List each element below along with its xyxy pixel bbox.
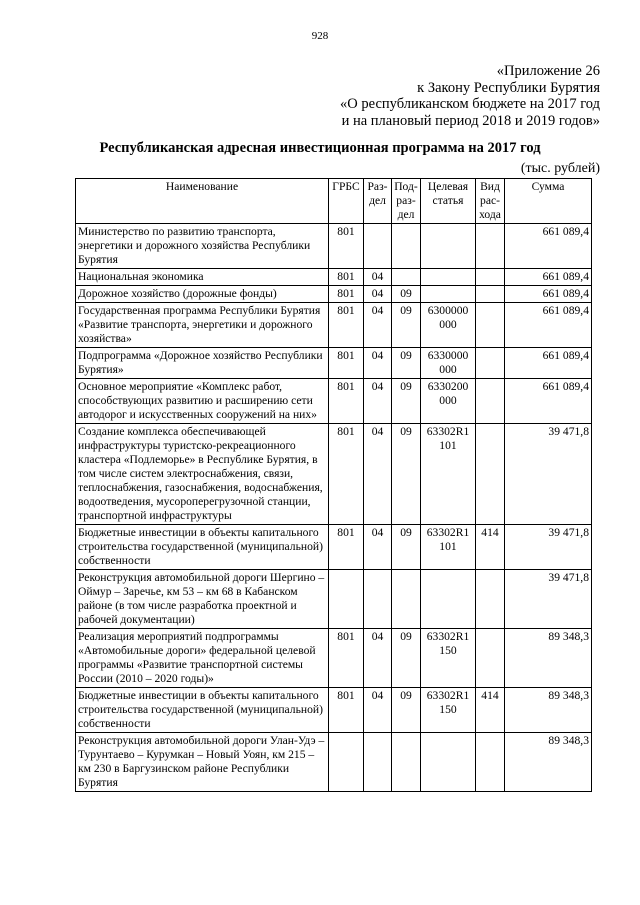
cell-celevaya bbox=[421, 269, 476, 286]
cell-podrazdel: 09 bbox=[392, 629, 421, 688]
cell-grbs: 801 bbox=[329, 224, 364, 269]
cell-vid bbox=[476, 379, 505, 424]
investment-table bbox=[75, 178, 592, 792]
cell-razdel bbox=[364, 733, 392, 792]
units-label: (тыс. рублей) bbox=[520, 161, 600, 176]
table-row bbox=[76, 424, 592, 525]
cell-vid bbox=[476, 286, 505, 303]
cell-summa: 661 089,4 bbox=[505, 286, 592, 303]
cell-podrazdel: 09 bbox=[392, 348, 421, 379]
column-header-name: Наименование bbox=[76, 179, 329, 224]
cell-summa: 661 089,4 bbox=[505, 224, 592, 269]
table-header-row bbox=[76, 179, 592, 224]
cell-name: Бюджетные инвестиции в объекты капитального строительства государственной (муниципальной) собственности bbox=[76, 688, 329, 733]
cell-grbs: 801 bbox=[329, 379, 364, 424]
cell-vid bbox=[476, 570, 505, 629]
table-row bbox=[76, 269, 592, 286]
appendix-line: «Приложение 26 bbox=[496, 63, 600, 79]
cell-vid bbox=[476, 733, 505, 792]
cell-vid bbox=[476, 348, 505, 379]
cell-celevaya bbox=[421, 224, 476, 269]
table-body bbox=[76, 224, 592, 792]
cell-summa: 89 348,3 bbox=[505, 688, 592, 733]
cell-celevaya: 6300000 000 bbox=[421, 303, 476, 348]
cell-celevaya: 63302R1 101 bbox=[421, 525, 476, 570]
cell-grbs bbox=[329, 733, 364, 792]
cell-name: Реконструкция автомобильной дороги Шергино – Оймур – Заречье, км 53 – км 68 в Кабанском районе (в том числе разработка проектной и рабочей документации) bbox=[76, 570, 329, 629]
cell-grbs: 801 bbox=[329, 424, 364, 525]
table-row bbox=[76, 525, 592, 570]
table-row bbox=[76, 688, 592, 733]
cell-name: Дорожное хозяйство (дорожные фонды) bbox=[76, 286, 329, 303]
cell-name: Подпрограмма «Дорожное хозяйство Республики Бурятия» bbox=[76, 348, 329, 379]
cell-grbs: 801 bbox=[329, 348, 364, 379]
cell-name: Государственная программа Республики Бурятия «Развитие транспорта, энергетики и дорожного хозяйства» bbox=[76, 303, 329, 348]
table-row bbox=[76, 224, 592, 269]
cell-grbs: 801 bbox=[329, 525, 364, 570]
appendix-line: к Закону Республики Бурятия bbox=[417, 79, 600, 96]
cell-grbs: 801 bbox=[329, 629, 364, 688]
cell-razdel: 04 bbox=[364, 269, 392, 286]
cell-summa: 661 089,4 bbox=[505, 269, 592, 286]
cell-podrazdel: 09 bbox=[392, 525, 421, 570]
document-title: Республиканская адресная инвестиционная программа на 2017 год bbox=[99, 140, 541, 156]
table-row bbox=[76, 570, 592, 629]
cell-grbs: 801 bbox=[329, 303, 364, 348]
cell-podrazdel bbox=[392, 224, 421, 269]
cell-podrazdel: 09 bbox=[392, 379, 421, 424]
cell-celevaya bbox=[421, 733, 476, 792]
cell-name: Создание комплекса обеспечивающей инфраструктуры туристско-рекреационного кластера «Подлеморье» в Республике Бурятия, в том числе систем электроснабжения, связи, теплоснабжения, газоснабжения, водоснабжения, водоотведения, мусороперегрузочной станции, транспортной инфраструктуры bbox=[76, 424, 329, 525]
cell-summa: 39 471,8 bbox=[505, 570, 592, 629]
cell-podrazdel bbox=[392, 570, 421, 629]
cell-podrazdel: 09 bbox=[392, 286, 421, 303]
cell-summa: 39 471,8 bbox=[505, 525, 592, 570]
cell-podrazdel: 09 bbox=[392, 424, 421, 525]
cell-grbs: 801 bbox=[329, 269, 364, 286]
column-header-celevaya: Целевая статья bbox=[421, 179, 476, 224]
page-number: 928 bbox=[311, 30, 329, 42]
cell-grbs: 801 bbox=[329, 688, 364, 733]
cell-celevaya: 6330200 000 bbox=[421, 379, 476, 424]
cell-razdel: 04 bbox=[364, 379, 392, 424]
table-row bbox=[76, 348, 592, 379]
cell-razdel: 04 bbox=[364, 688, 392, 733]
cell-podrazdel bbox=[392, 269, 421, 286]
appendix-line: и на плановый период 2018 и 2019 годов» bbox=[341, 112, 600, 129]
cell-celevaya: 63302R1 101 bbox=[421, 424, 476, 525]
cell-vid: 414 bbox=[476, 525, 505, 570]
column-header-vid: Вид рас- хода bbox=[476, 179, 505, 224]
cell-grbs: 801 bbox=[329, 286, 364, 303]
cell-celevaya: 63302R1 150 bbox=[421, 629, 476, 688]
table-row bbox=[76, 733, 592, 792]
cell-razdel: 04 bbox=[364, 303, 392, 348]
cell-razdel bbox=[364, 224, 392, 269]
cell-celevaya bbox=[421, 570, 476, 629]
cell-summa: 89 348,3 bbox=[505, 629, 592, 688]
cell-razdel bbox=[364, 570, 392, 629]
cell-podrazdel bbox=[392, 733, 421, 792]
cell-name: Реализация мероприятий подпрограммы «Автомобильные дороги» федеральной целевой программы «Развитие транспортной системы России (2010 – 2020 годы)» bbox=[76, 629, 329, 688]
table-row bbox=[76, 303, 592, 348]
table-row bbox=[76, 286, 592, 303]
cell-razdel: 04 bbox=[364, 525, 392, 570]
cell-vid: 414 bbox=[476, 688, 505, 733]
cell-vid bbox=[476, 303, 505, 348]
cell-summa: 661 089,4 bbox=[505, 303, 592, 348]
column-header-summa: Сумма bbox=[505, 179, 592, 224]
cell-vid bbox=[476, 224, 505, 269]
cell-razdel: 04 bbox=[364, 424, 392, 525]
cell-summa: 661 089,4 bbox=[505, 379, 592, 424]
cell-celevaya: 6330000 000 bbox=[421, 348, 476, 379]
column-header-razdel: Раз- дел bbox=[364, 179, 392, 224]
cell-podrazdel: 09 bbox=[392, 303, 421, 348]
cell-vid bbox=[476, 424, 505, 525]
column-header-podrazdel: Под- раз- дел bbox=[392, 179, 421, 224]
cell-razdel: 04 bbox=[364, 286, 392, 303]
column-header-grbs: ГРБС bbox=[329, 179, 364, 224]
cell-razdel: 04 bbox=[364, 629, 392, 688]
table-row bbox=[76, 379, 592, 424]
cell-grbs bbox=[329, 570, 364, 629]
appendix-line: «О республиканском бюджете на 2017 год bbox=[340, 96, 600, 112]
cell-name: Реконструкция автомобильной дороги Улан-Удэ – Турунтаево – Курумкан – Новый Уоян, км 215 – км 230 в Баргузинском районе Республики Бурятия bbox=[76, 733, 329, 792]
cell-celevaya: 63302R1 150 bbox=[421, 688, 476, 733]
cell-name: Национальная экономика bbox=[76, 269, 329, 286]
cell-celevaya bbox=[421, 286, 476, 303]
cell-name: Бюджетные инвестиции в объекты капитального строительства государственной (муниципальной) собственности bbox=[76, 525, 329, 570]
cell-name: Основное мероприятие «Комплекс работ, способствующих развитию и расширению сети автодорог и искусственных сооружений на них» bbox=[76, 379, 329, 424]
cell-summa: 89 348,3 bbox=[505, 733, 592, 792]
cell-vid bbox=[476, 269, 505, 286]
table-row bbox=[76, 629, 592, 688]
cell-razdel: 04 bbox=[364, 348, 392, 379]
cell-vid bbox=[476, 629, 505, 688]
cell-podrazdel: 09 bbox=[392, 688, 421, 733]
cell-name: Министерство по развитию транспорта, энергетики и дорожного хозяйства Республики Бурятия bbox=[76, 224, 329, 269]
cell-summa: 39 471,8 bbox=[505, 424, 592, 525]
cell-summa: 661 089,4 bbox=[505, 348, 592, 379]
appendix-header bbox=[340, 63, 600, 129]
